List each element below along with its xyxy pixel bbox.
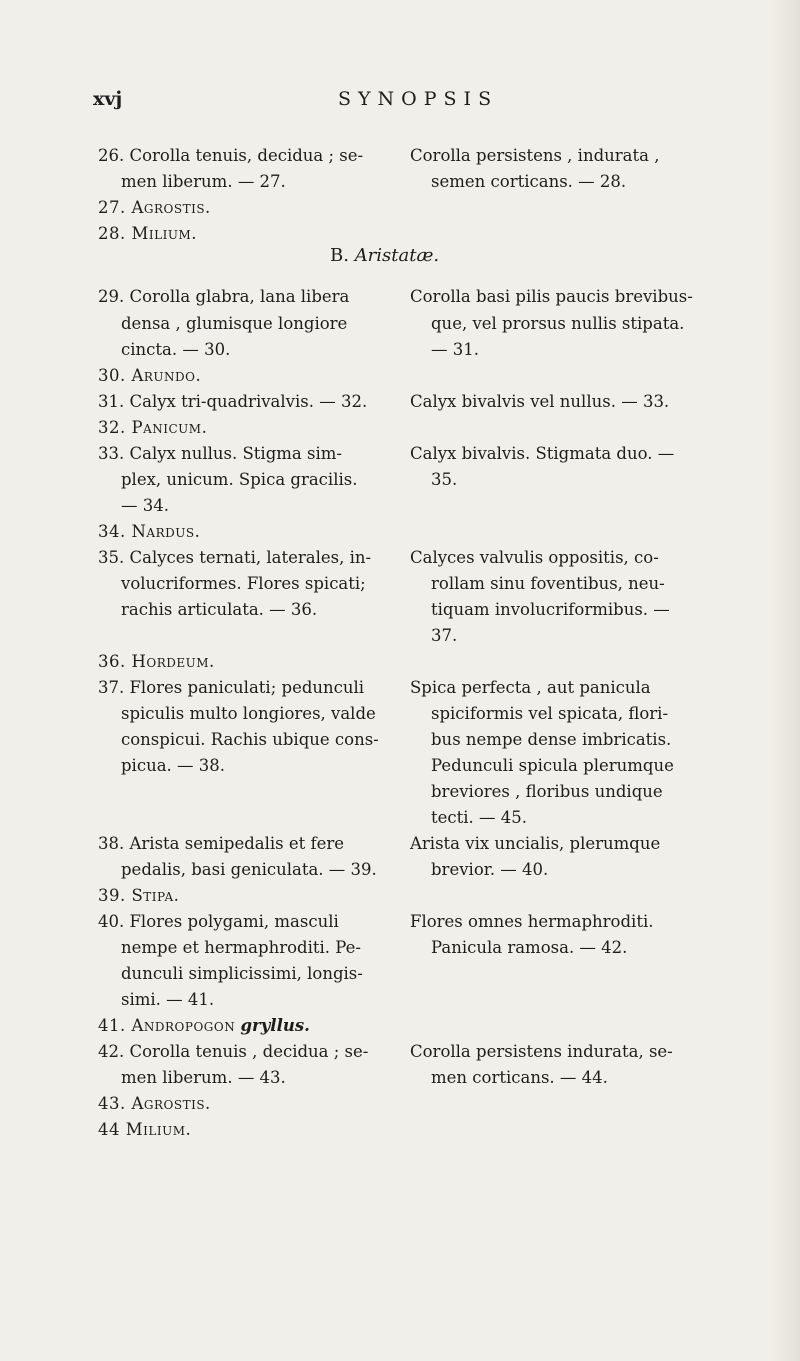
text-line: men liberum. — 27. (121, 172, 286, 191)
text-line: simi. — 41. (121, 990, 215, 1009)
text-line: brevior. — 40. (431, 860, 549, 879)
text-line: 33. Calyx nullus. Stigma sim- (98, 444, 342, 463)
text-line: 38. Arista semipedalis et fere (98, 834, 345, 853)
text-line: Flores omnes hermaphroditi. (410, 912, 654, 931)
genus-species-line (98, 1015, 310, 1037)
text-line: Calyx bivalvis. Stigmata duo. — (410, 444, 675, 463)
section-title: Aristatæ. (354, 245, 440, 266)
text-line: Panicula ramosa. — 42. (431, 938, 628, 957)
text-line: Corolla persistens indurata, se- (410, 1042, 673, 1061)
text-line: 40. Flores polygami, masculi (98, 912, 339, 931)
genus-name: 41. Andropogon (98, 1016, 236, 1035)
page-number: xvj (93, 88, 123, 110)
text-line: dunculi simplicissimi, longis- (121, 964, 363, 983)
text-line: spiciformis vel spicata, flori- (431, 704, 669, 723)
genus-line: 28. Milium. (98, 224, 197, 243)
text-line: volucriformes. Flores spicati; (121, 574, 366, 593)
text-line: breviores , floribus undique (431, 782, 663, 801)
text-line: Corolla basi pilis paucis brevibus- (410, 287, 693, 306)
text-line: 37. (431, 626, 458, 645)
text-line: — 31. (431, 340, 479, 359)
text-line: semen corticans. — 28. (431, 172, 627, 191)
section-heading (330, 245, 439, 266)
genus-line: 32. Panicum. (98, 418, 208, 437)
genus-line: 34. Nardus. (98, 522, 201, 541)
genus-line: 27. Agrostis. (98, 198, 211, 217)
text-line: Corolla persistens , indurata , (410, 146, 660, 165)
genus-line: 43. Agrostis. (98, 1094, 211, 1113)
genus-line: 39. Stipa. (98, 886, 180, 905)
text-line: men liberum. — 43. (121, 1068, 286, 1087)
text-line: spiculis multo longiores, valde (121, 704, 376, 723)
text-line: tiquam involucriformibus. — (431, 600, 670, 619)
text-line: 35. Calyces ternati, laterales, in- (98, 548, 372, 567)
text-line: conspicui. Rachis ubique cons- (121, 730, 379, 749)
running-title: SYNOPSIS (338, 88, 499, 110)
paper-edge-shadow (770, 0, 800, 1361)
text-line: rollam sinu foventibus, neu- (431, 574, 665, 593)
text-line: Calyx bivalvis vel nullus. — 33. (410, 392, 670, 411)
text-line: plex, unicum. Spica gracilis. (121, 470, 358, 489)
text-line: Pedunculi spicula plerumque (431, 756, 674, 775)
text-line: 37. Flores paniculati; pedunculi (98, 678, 365, 697)
text-line: picua. — 38. (121, 756, 226, 775)
text-line: Arista vix uncialis, plerumque (410, 834, 661, 853)
genus-line: 44 Milium. (98, 1120, 192, 1139)
text-line: tecti. — 45. (431, 808, 528, 827)
text-line: bus nempe dense imbricatis. (431, 730, 672, 749)
species-name: gryllus. (240, 1016, 310, 1035)
text-line: Calyces valvulis oppositis, co- (410, 548, 659, 567)
page-header (0, 88, 800, 118)
text-line: 31. Calyx tri-quadrivalvis. — 32. (98, 392, 368, 411)
text-line: 26. Corolla tenuis, decidua ; se- (98, 146, 364, 165)
text-line: men corticans. — 44. (431, 1068, 608, 1087)
text-line: que, vel prorsus nullis stipata. (431, 314, 685, 333)
genus-line: 36. Hordeum. (98, 652, 215, 671)
section-letter: B. (330, 245, 349, 266)
text-line: pedalis, basi geniculata. — 39. (121, 860, 377, 879)
text-line: rachis articulata. — 36. (121, 600, 318, 619)
text-line: 35. (431, 470, 458, 489)
text-line: — 34. (121, 496, 169, 515)
text-line: nempe et hermaphroditi. Pe- (121, 938, 361, 957)
text-line: densa , glumisque longiore (121, 314, 348, 333)
text-line: 42. Corolla tenuis , decidua ; se- (98, 1042, 369, 1061)
genus-line: 30. Arundo. (98, 366, 202, 385)
text-line: cincta. — 30. (121, 340, 231, 359)
text-line: Spica perfecta , aut panicula (410, 678, 651, 697)
text-line: 29. Corolla glabra, lana libera (98, 287, 350, 306)
